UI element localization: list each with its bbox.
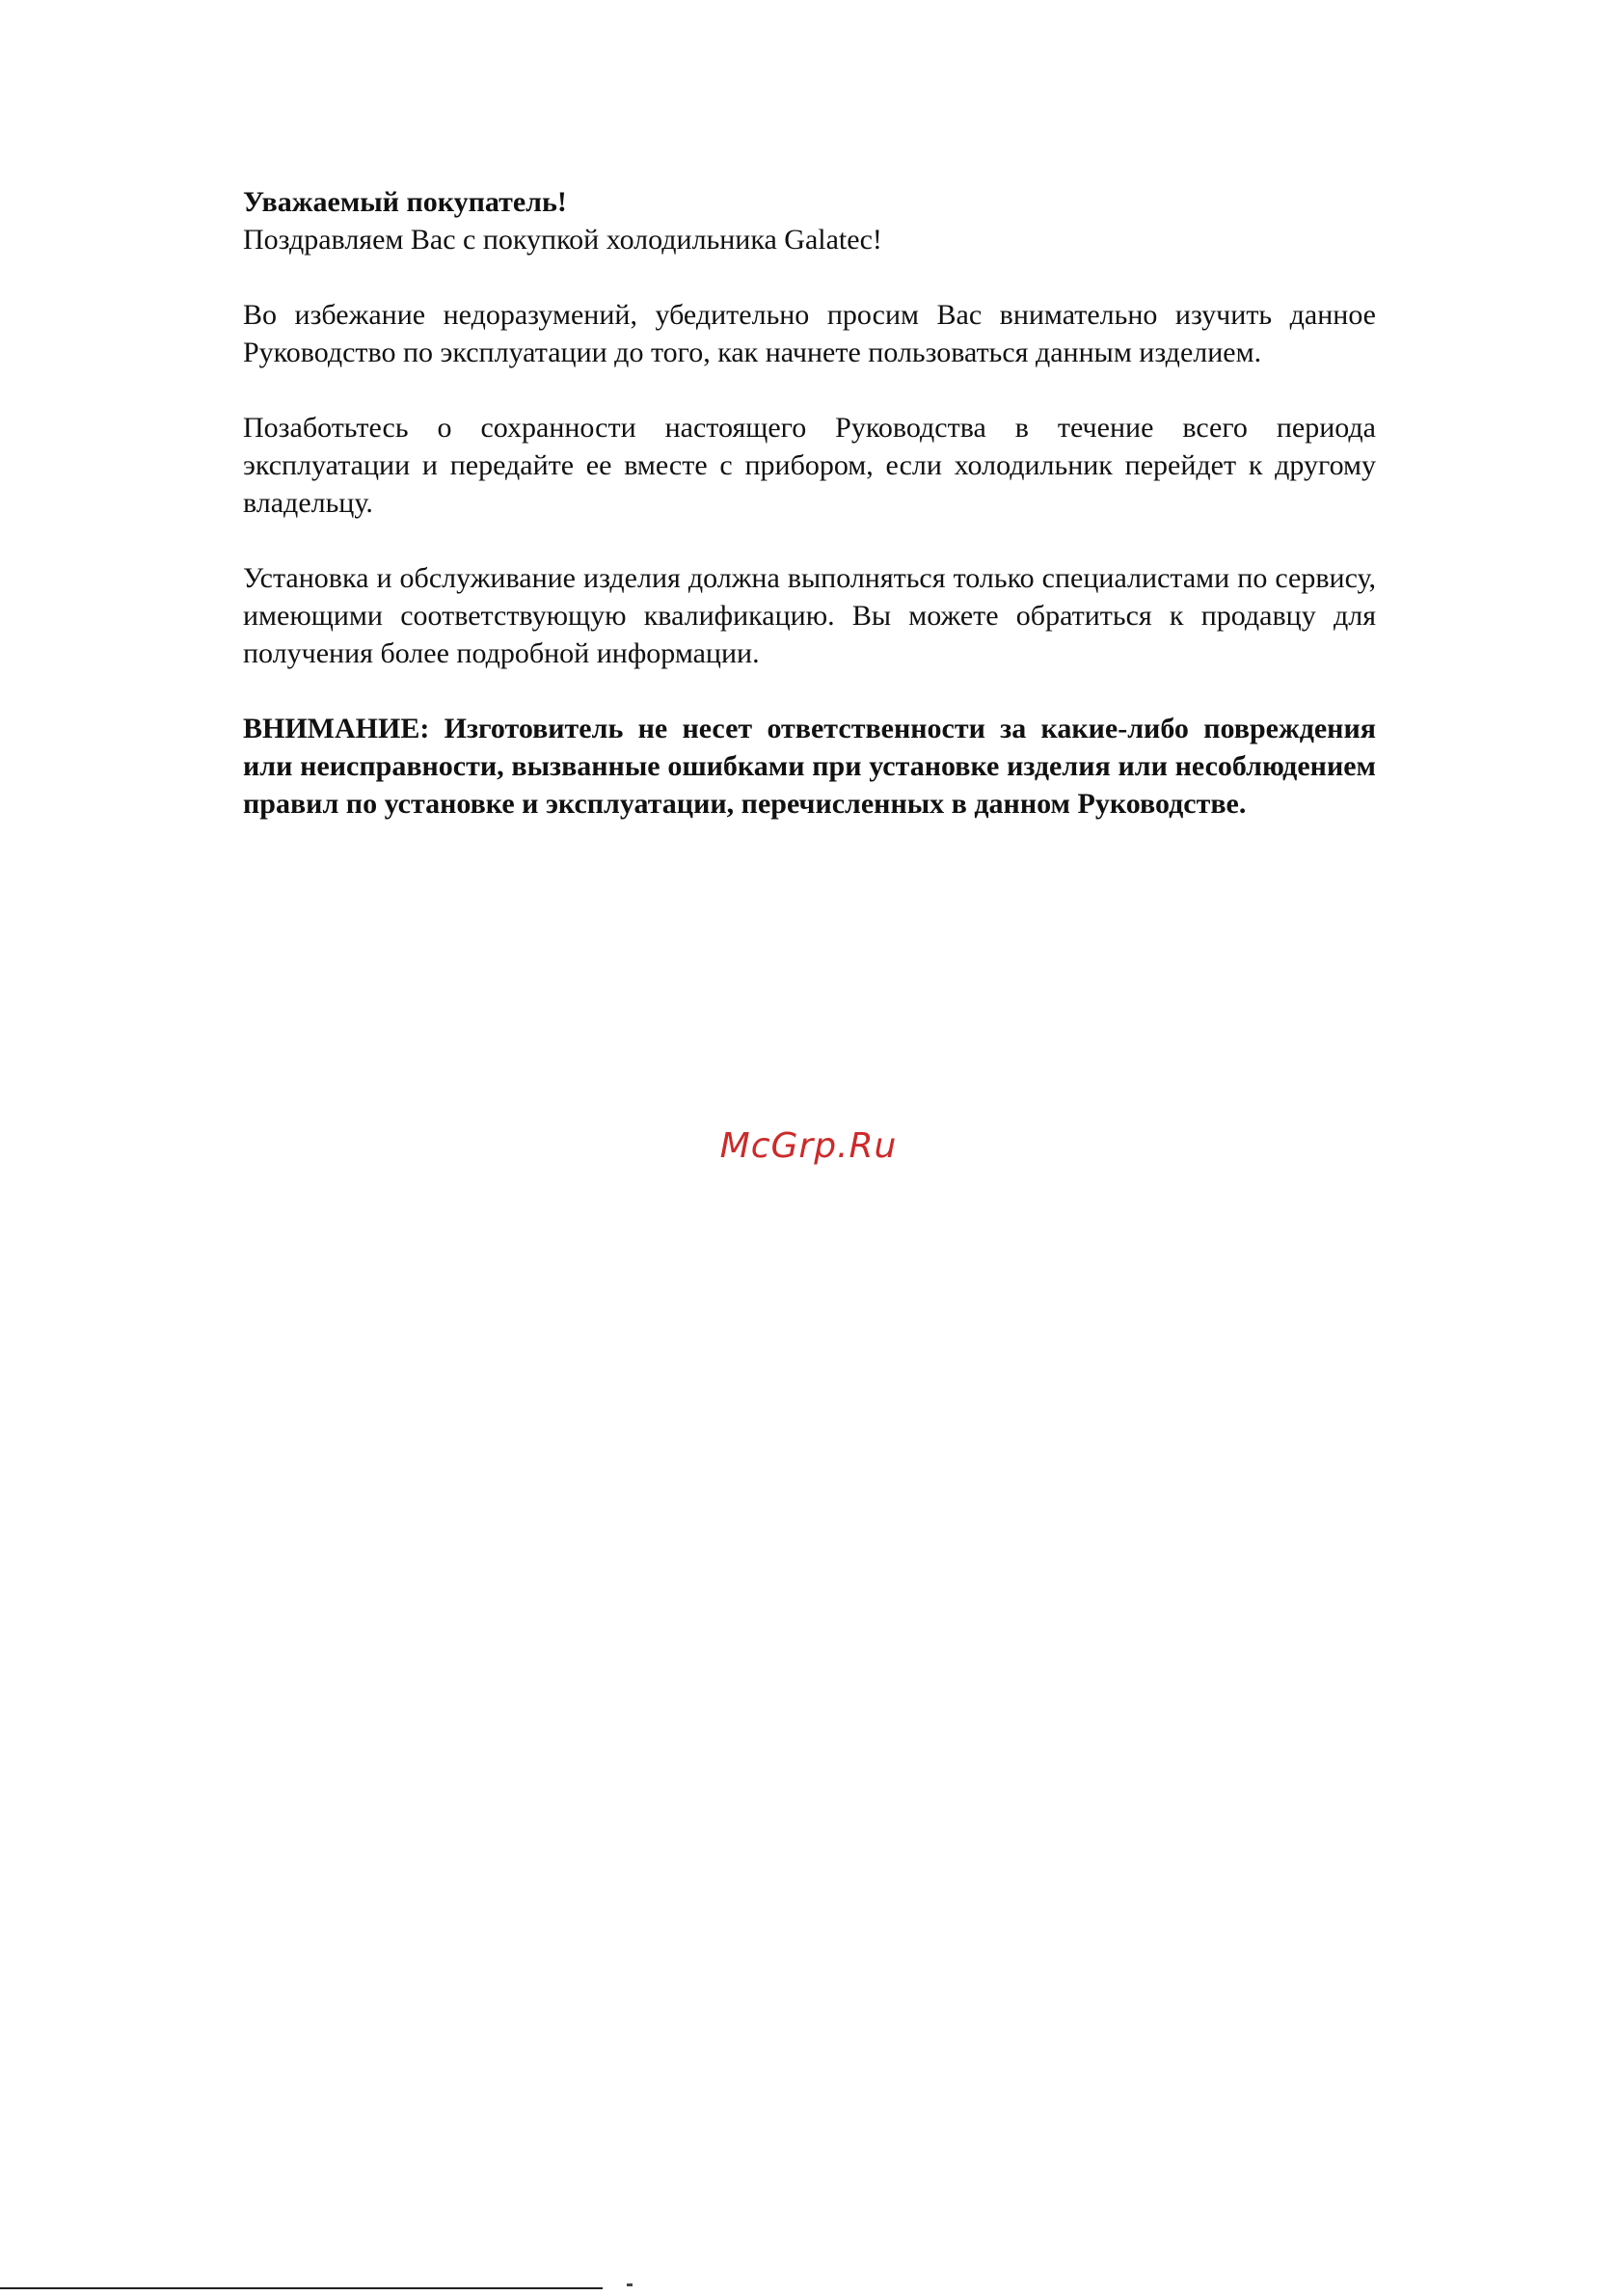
footer-mark <box>627 2283 633 2286</box>
paragraph-keep-manual: Позаботьтесь о сохранности настоящего Руководства в течение всего периода эксплуатации и передайте ее вместе с прибором, если холодильник перейдет к другому владельцу. <box>243 412 1376 519</box>
document-body <box>243 183 1376 823</box>
watermark: McGrp.Ru <box>719 1126 898 1166</box>
greeting-title: Уважаемый покупатель! <box>243 186 567 218</box>
greeting-text: Поздравляем Вас с покупкой холодильника Galatec! <box>243 224 882 256</box>
footer-divider <box>0 2287 603 2289</box>
paragraph-installation: Установка и обслуживание изделия должна выполняться только специалистами по сервису, имеющими соответствующую квалификацию. Вы можете обратиться к продавцу для получения более подробной информации. <box>243 562 1376 669</box>
paragraph-instructions: Во избежание недоразумений, убедительно просим Вас внимательно изучить данное Руководство по эксплуатации до того, как начнете пользоваться данным изделием. <box>243 299 1376 368</box>
warning-notice: ВНИМАНИЕ: Изготовитель не несет ответственности за какие-либо повреждения или неисправности, вызванные ошибками при установке изделия или несоблюдением правил по установке и эксплуатации, перечисленных в данном Руководстве. <box>243 713 1376 820</box>
